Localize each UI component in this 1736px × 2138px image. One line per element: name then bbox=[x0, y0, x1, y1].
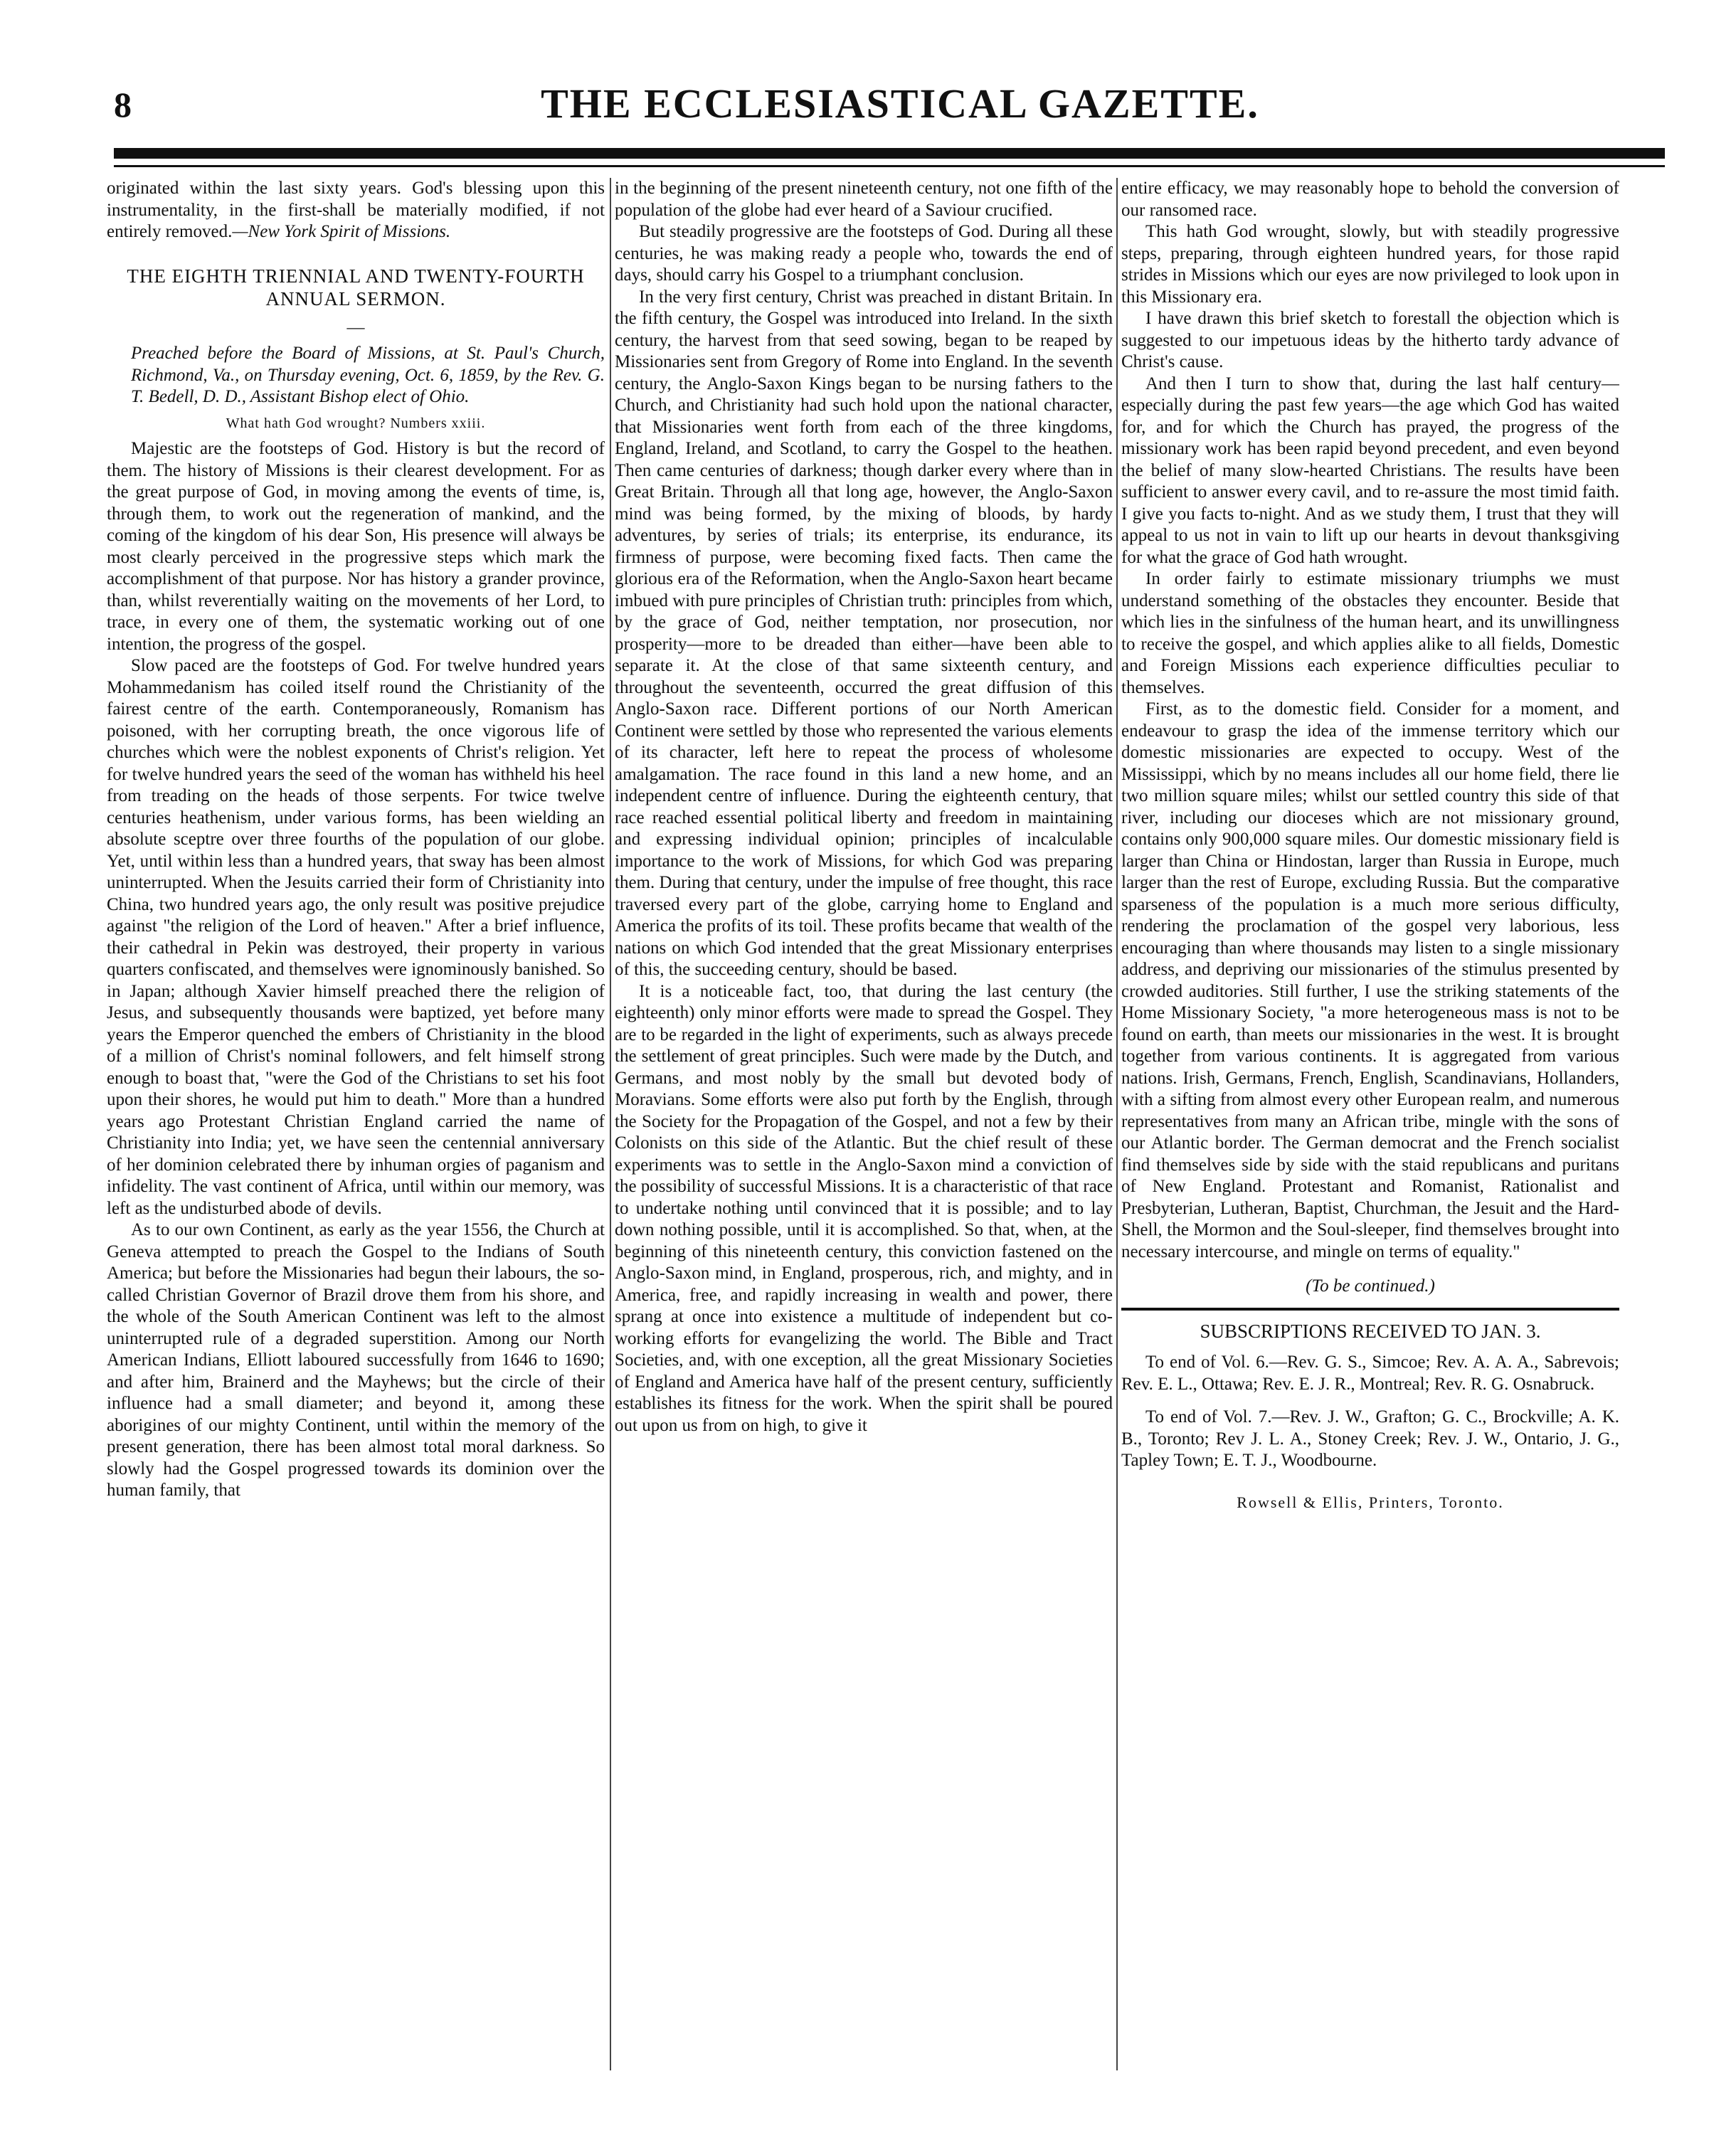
paragraph: Slow paced are the footsteps of God. For twelve hundred years Mohammedanism has coiled itself round the Christianity of the fairest centre of the earth. Contemporaneously, Romanism has poisoned, with her corrupting breath, the once vigorous life of churches which were the noblest exponents of Christ's religion. Yet for twelve hundred years the seed of the woman has withheld his heel from treading on the heads of those serpents. For twice twelve centuries heathenism, under various forms, has been wielding an absolute sceptre over three fourths of the population of our globe. Yet, until within less than a hundred years, that sway has been almost uninterrupted. When the Jesuits carried their form of Christianity into China, two hundred years ago, the only result was positive prejudice against "the religion of the Lord of heaven." After a brief influence, their cathedral in Pekin was destroyed, their property in various quarters confiscated, and themselves were ignominously banished. So in Japan; although Xavier himself preached there the religion of Jesus, and subsequently thousands were baptized, yet before many years the Emperor quenched the embers of Christianity in the blood of a million of Christ's nominal followers, and felt himself strong enough to boast that, "were the God of the Christians to set his foot upon their shores, he would put him to death." More than a hundred years ago Protestant Christian England carried the name of Christianity into India; yet, we have seen the centennial anniversary of her dominion celebrated there by inhuman orgies of paganism and infidelity. The vast continent of Africa, until within our memory, was left as the undisturbed abode of devils. bbox=[107, 656, 605, 1218]
paragraph: First, as to the domestic field. Consider for a moment, and endeavour to grasp the idea of the immense territory which our domestic missionaries are expected to occupy. West of the Mississippi, which by no means includes all our home field, there lie two million square miles; whilst our settled country this side of that river, including our dioceses which are not missionary ground, contains only 900,000 square miles. Our domestic missionary field is larger than China or Hindostan, larger than Russia in Europe, much larger than the rest of Europe, excluding Russia. But the comparative sparseness of the population is a much more serious difficulty, rendering the proclamation of the gospel very laborious, less encouraging than where thousands may listen to a single missionary address, and depriving our missionaries of the stimulus presented by crowded auditories. Still further, I use the striking statements of the Home Missionary Society, "a more heterogeneous mass is not to be found on earth, than meets our missionaries in the west. It is brought together from various continents. It is aggregated from various nations. Irish, Germans, French, English, Scandinavians, Hollanders, with a sifting from almost every other European realm, and numerous representatives from many an African tribe, mingle with the sons of our Atlantic border. The German democrat and the French socialist find themselves side by side with the staid republicans and puritans of New England. Protestant and Romanist, Rationalist and Presbyterian, Lutheran, Baptist, Churchman, the Jesuit and the Hard-Shell, the Mormon and the Soul-sleeper, find themselves brought into necessary intercourse, and mingle on terms of equality." bbox=[1121, 699, 1619, 1261]
article-column-3 bbox=[1121, 178, 1619, 2028]
paragraph: In the very first century, Christ was preached in distant Britain. In the fifth century, the Gospel was introduced into Ireland. In the sixth century, the harvest from that seed sowing, began to be reaped by Missionaries sent from Gregory of Rome into England. In the seventh century, the Anglo-Saxon Kings began to be nursing fathers to the Church, and Christianity had such hold upon the national character, that Missionaries went forth from each of the three kingdoms, England, Ireland, and Scotland, to carry the Gospel to the heathen. Then came centuries of darkness; though darker every where than in Great Britain. Through all that long age, however, the Anglo-Saxon mind was being formed, by the mixing of bloods, by hardy adventures, by series of trials; its enterprise, its endurance, its firmness of purpose, were becoming fixed facts. Then came the glorious era of the Reformation, when the Anglo-Saxon heart became imbued with pure principles of Christian truth: principles from which, by the grace of God, neither temptation, nor prosecution, nor prosperity—more to be dreaded than either—have been able to separate it. At the close of that same sixteenth century, and throughout the seventeenth, occurred the great diffusion of this Anglo-Saxon race. Different portions of our North American Continent were settled by those who represented the various elements of its character, left here to repeat the process of wholesome amalgamation. The race found in this land a new home, and an independent centre of influence. During the eighteenth century, that race reached essential political liberty and freedom in maintaining and expressing individual opinion; principles of incalculable importance to the work of Missions, for which God was preparing them. During that century, under the impulse of free thought, this race traversed every part of the globe, carrying home to England and America the profits of its toil. These profits became that wealth of the nations on which God intended that the great Missionary enterprises of this, the succeeding century, should be based. bbox=[615, 287, 1113, 979]
separator-dash: — bbox=[346, 317, 365, 337]
page-number: 8 bbox=[114, 85, 132, 125]
paragraph: I have drawn this brief sketch to forestall the objection which is suggested to our impetuous ideas by the hitherto tardy advance of Christ's cause. bbox=[1121, 309, 1619, 371]
article-column-2 bbox=[615, 178, 1113, 2028]
paragraph: Majestic are the footsteps of God. History is but the record of them. The history of Missions is their clearest development. For as the great purpose of God, in moving among the events of time, is, through them, to work out the regeneration of mankind, and the coming of the kingdom of his dear Son, His presence will always be most clearly perceived in the progressive steps which mark the accomplishment of that purpose. Nor has history a grander province, than, whilst reverentially waiting on the movements of her Lord, to trace, in every one of them, the systematic working out of one intention, the progress of the gospel. bbox=[107, 439, 605, 654]
epigraph: What hath God wrought? Numbers xxiii. bbox=[226, 415, 486, 431]
masthead-rule bbox=[114, 148, 1665, 159]
printers-imprint: Rowsell & Ellis, Printers, Toronto. bbox=[1237, 1493, 1504, 1511]
masthead-title: THE ECCLESIASTICAL GAZETTE. bbox=[541, 80, 1259, 127]
paragraph: As to our own Continent, as early as the year 1556, the Church at Geneva attempted to preach the Gospel to the Indians of South America; but before the Missionaries had begun their labours, the so-called Christian Governor of Brazil drove them from his shore, and the whole of the South American Continent was left to the almost uninterrupted rule of a degraded superstition. Among our North American Indians, Elliott laboured successfully from 1646 to 1690; and after him, Brainerd and the Mayhews; but the circle of their influence had a small diameter; and beyond it, among these aborigines of our mighty Continent, until within the memory of the present generation, there has been almost total moral darkness. So slowly had the Gospel progressed towards its dominion over the human family, that bbox=[107, 1220, 605, 1500]
paragraph: This hath God wrought, slowly, but with steadily progressive steps, preparing, through eighteen hundred years, for those rapid strides in Missions which our eyes are now privileged to look upon in this Missionary era. bbox=[1121, 222, 1619, 307]
paragraph: entire efficacy, we may reasonably hope to behold the conversion of our ransomed race. bbox=[1121, 179, 1619, 220]
to-be-continued: (To be continued.) bbox=[1306, 1276, 1435, 1296]
source-credit: —New York Spirit of Missions. bbox=[232, 222, 451, 241]
paragraph: But steadily progressive are the footsteps of God. During all these centuries, he was making ready a people who, towards the end of days, should carry his Gospel to a triumphant conclusion. bbox=[615, 222, 1113, 285]
section-rule bbox=[1121, 1308, 1619, 1311]
column-divider bbox=[1116, 178, 1118, 2070]
sermon-heading: THE EIGHTH TRIENNIAL AND TWENTY-FOURTH ANNUAL SERMON. bbox=[127, 265, 585, 309]
paragraph: originated within the last sixty years. God's blessing upon this instrumentality, in the first-shall be materially modified, if not entirely removed. bbox=[107, 179, 605, 241]
subscription-entry: To end of Vol. 7.—Rev. J. W., Grafton; G. C., Brockville; A. K. B., Toronto; Rev J. L. A., Stoney Creek; Rev. J. W., Ontario, J. G., Tapley Town; E. T. J., Woodbourne. bbox=[1121, 1407, 1619, 1470]
subscriptions-heading: SUBSCRIPTIONS RECEIVED TO JAN. 3. bbox=[1200, 1320, 1541, 1342]
column-divider bbox=[610, 178, 611, 2070]
masthead-thin-rule bbox=[114, 165, 1665, 167]
paragraph: in the beginning of the present nineteenth century, not one fifth of the population of the globe had ever heard of a Saviour crucified. bbox=[615, 179, 1113, 220]
subscription-entry: To end of Vol. 6.—Rev. G. S., Simcoe; Rev. A. A. A., Sabrevois; Rev. E. L., Ottawa; Rev. E. J. R., Montreal; Rev. R. G. Osnabruck. bbox=[1121, 1353, 1619, 1394]
sermon-byline: Preached before the Board of Missions, at St. Paul's Church, Richmond, Va., on Thursday evening, Oct. 6, 1859, by the Rev. G. T. Bedell, D. D., Assistant Bishop elect of Ohio. bbox=[131, 344, 605, 406]
article-column-1 bbox=[107, 178, 605, 2028]
continued-article-text bbox=[107, 178, 605, 243]
paragraph: And then I turn to show that, during the last half century—especially during the past few years—the age which God has waited for, and for which the Church has prayed, the progress of the missionary work has been rapid beyond precedent, and even beyond the belief of many slow-hearted Christians. The results have been sufficient to answer every cavil, and to re-assure the most timid faith. I give you facts to-night. And as we study them, I trust that they will appeal to us not in vain to lift up our hearts in devout thanksgiving for what the grace of God hath wrought. bbox=[1121, 374, 1619, 567]
paragraph: It is a noticeable fact, too, that during the last century (the eighteenth) only minor efforts were made to spread the Gospel. They are to be regarded in the light of experiments, such as always precede the settlement of great principles. Such were made by the Dutch, and Germans, and most nobly by the small but devoted body of Moravians. Some efforts were also put forth by the English, through the Society for the Propagation of the Gospel, and not a few by their Colonists on this side of the Atlantic. But the chief result of these experiments was to settle in the Anglo-Saxon mind a conviction of the possibility of successful Missions. It is a characteristic of that race to undertake nothing until convinced that it is possible; and to lay down nothing possible, until it is accomplished. So that, when, at the beginning of this nineteenth century, this conviction fastened on the Anglo-Saxon mind, in England, prosperous, rich, and mighty, and in America, free, and rapidly increasing in wealth and power, there sprang at once into existence a multitude of independent but co-working efforts for evangelizing the world. The Bible and Tract Societies, and, with one exception, all the great Missionary Societies of England and America have half of the present century, sufficiently establishes its fitness for the work. When the spirit shall be poured out upon us from on high, to give it bbox=[615, 981, 1113, 1435]
paragraph: In order fairly to estimate missionary triumphs we must understand something of the obstacles they encounter. Beside that which lies in the sinfulness of the human heart, and its unwillingness to receive the gospel, and which applies alike to all fields, Domestic and Foreign Missions each experience difficulties peculiar to themselves. bbox=[1121, 569, 1619, 697]
